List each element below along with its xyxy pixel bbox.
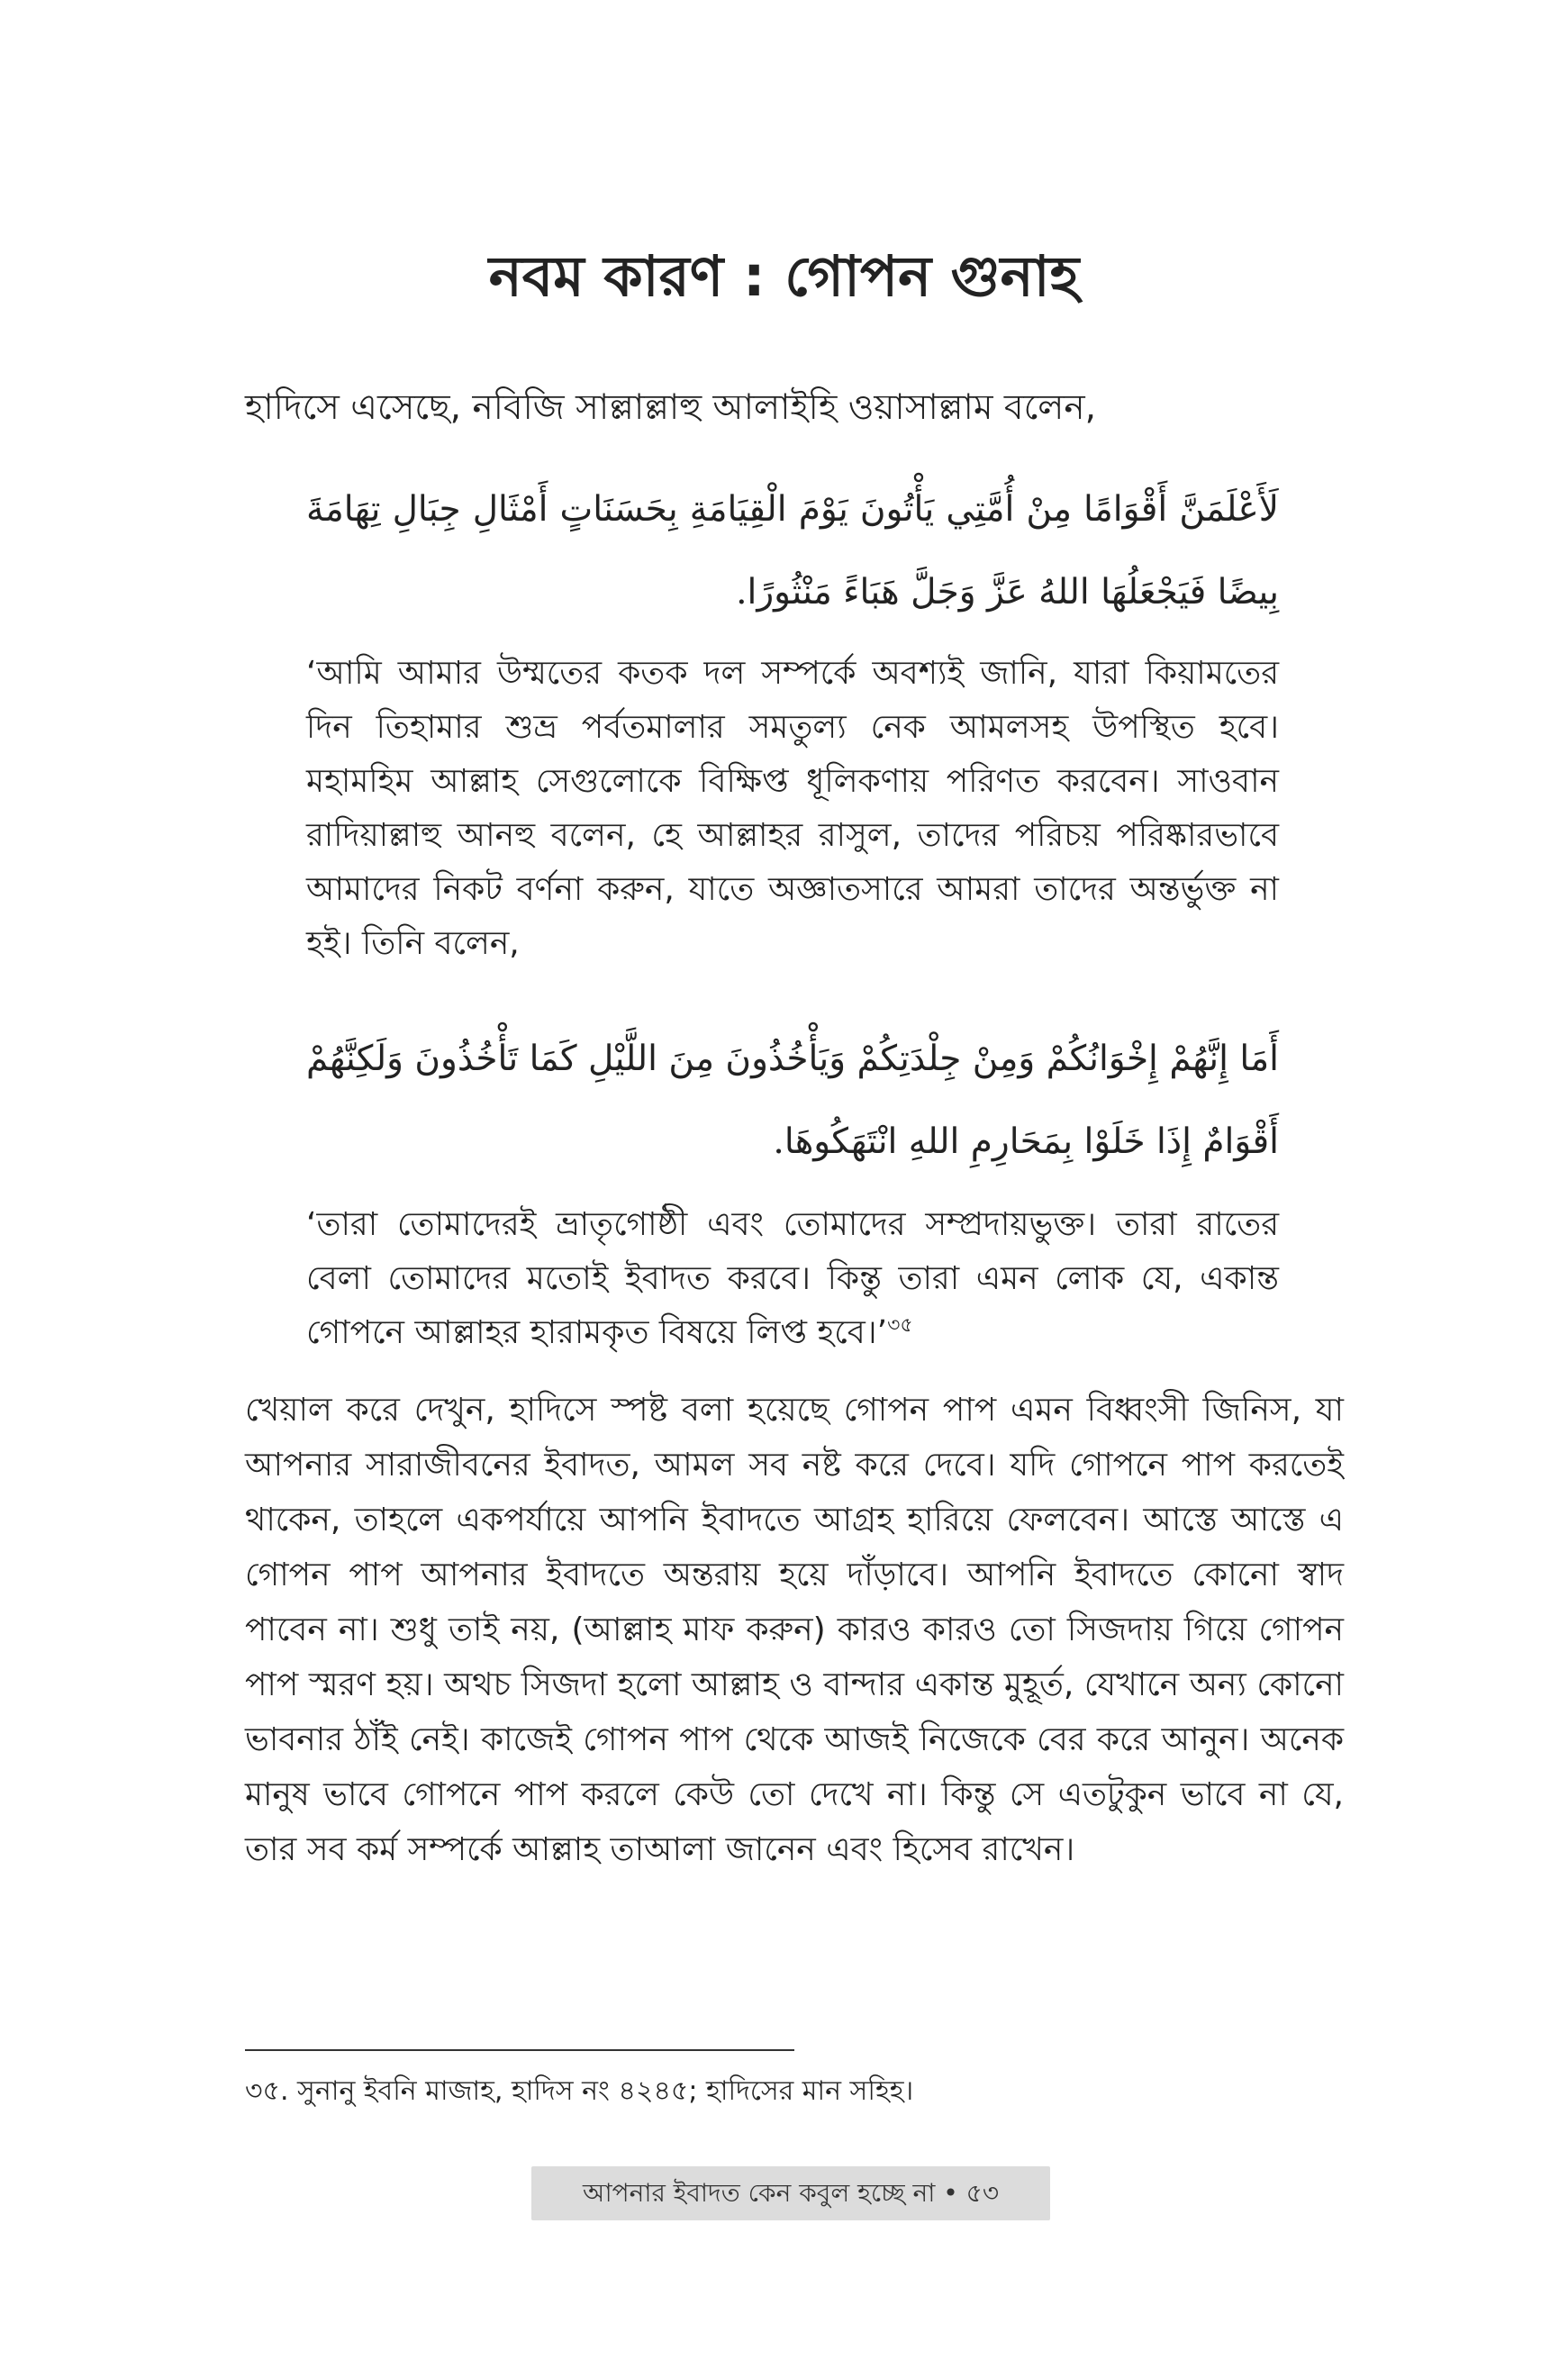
footnote-divider — [245, 2049, 794, 2051]
chapter-title: নবম কারণ : গোপন গুনাহ — [488, 243, 1080, 309]
footnote: ৩৫. সুনানু ইবনি মাজাহ, হাদিস নং ৪২৪৫; হাদিসের মান সহিহ। — [245, 2075, 914, 2107]
footnote-reference[interactable]: ৩৫ — [887, 1314, 913, 1337]
arabic-hadith-text-1: لَأَعْلَمَنَّ أَقْوَامًا مِنْ أُمَّتِي يَأْتُونَ يَوْمَ الْقِيَامَةِ بِحَسَنَاتٍ أَمْثَالِ جِبَالِ تِهَامَةَ بِيضًا فَيَجْعَلُهَا اللهُ عَزَّ وَجَلَّ هَبَاءً مَنْثُورًا. — [306, 489, 1279, 613]
arabic-hadith-text-2: أَمَا إِنَّهُمْ إِخْوَانُكُمْ وَمِنْ جِلْدَتِكُمْ وَيَأْخُذُونَ مِنَ اللَّيْلِ كَمَا تَأْخُذُونَ وَلَكِنَّهُمْ أَقْوَامٌ إِذَا خَلَوْا بِمَحَارِمِ اللهِ انْتَهَكُوهَا. — [306, 1039, 1279, 1162]
intro-line: হাদিসে এসেছে, নবিজি সাল্লাল্লাহু আলাইহি ওয়াসাল্লাম বলেন, — [245, 387, 1097, 428]
hadith-translation-2-text: ‘তারা তোমাদেরই ভ্রাতৃগোষ্ঠী এবং তোমাদের সম্প্রদায়ভুক্ত। তারা রাতের বেলা তোমাদের মতোই ইবাদত করবে। কিন্তু তারা এমন লোক যে, একান্ত গোপনে আল্লাহর হারামকৃত বিষয়ে লিপ্ত হবে।’ — [306, 1206, 1279, 1351]
hadith-translation-2 — [306, 1198, 1279, 1369]
page-footer: আপনার ইবাদত কেন কবুল হচ্ছে না • ৫৩ — [531, 2166, 1050, 2220]
body-paragraph: খেয়াল করে দেখুন, হাদিসে স্পষ্ট বলা হয়েছে গোপন পাপ এমন বিধ্বংসী জিনিস, যা আপনার সারাজীবনের ইবাদত, আমল সব নষ্ট করে দেবে। যদি গোপনে পাপ করতেই থাকেন, তাহলে একপর্যায়ে আপনি ইবাদতে আগ্রহ হারিয়ে ফেলবেন। আস্তে আস্তে এ গোপন পাপ আপনার ইবাদতে অন্তরায় হয়ে দাঁড়াবে। আপনি ইবাদতে কোনো স্বাদ পাবেন না। শুধু তাই নয়, (আল্লাহ মাফ করুন) কারও কারও তো সিজদায় গিয়ে গোপন পাপ স্মরণ হয়। অথচ সিজদা হলো আল্লাহ ও বান্দার একান্ত মুহূর্ত, যেখানে অন্য কোনো ভাবনার ঠাঁই নেই। কাজেই গোপন পাপ থেকে আজই নিজেকে বের করে আনুন। অনেক মানুষ ভাবে গোপনে পাপ করলে কেউ তো দেখে না। কিন্তু সে এতটুকুন ভাবে না যে, তার সব কর্ম সম্পর্কে আল্লাহ তাআলা জানেন এবং হিসেব রাখেন। — [245, 1392, 1344, 1868]
hadith-translation-1: ‘আমি আমার উম্মতের কতক দল সম্পর্কে অবশ্যই জানি, যারা কিয়ামতের দিন তিহামার শুভ্র পর্বতমালার সমতুল্য নেক আমলসহ উপস্থিত হবে। মহামহিম আল্লাহ সেগুলোকে বিক্ষিপ্ত ধূলিকণায় পরিণত করবেন। সাওবান রাদিয়াল্লাহু আনহু বলেন, হে আল্লাহর রাসুল, তাদের পরিচয় পরিষ্কারভাবে আমাদের নিকট বর্ণনা করুন, যাতে অজ্ঞাতসারে আমরা তাদের অন্তর্ভুক্ত না হই। তিনি বলেন, — [306, 655, 1279, 962]
